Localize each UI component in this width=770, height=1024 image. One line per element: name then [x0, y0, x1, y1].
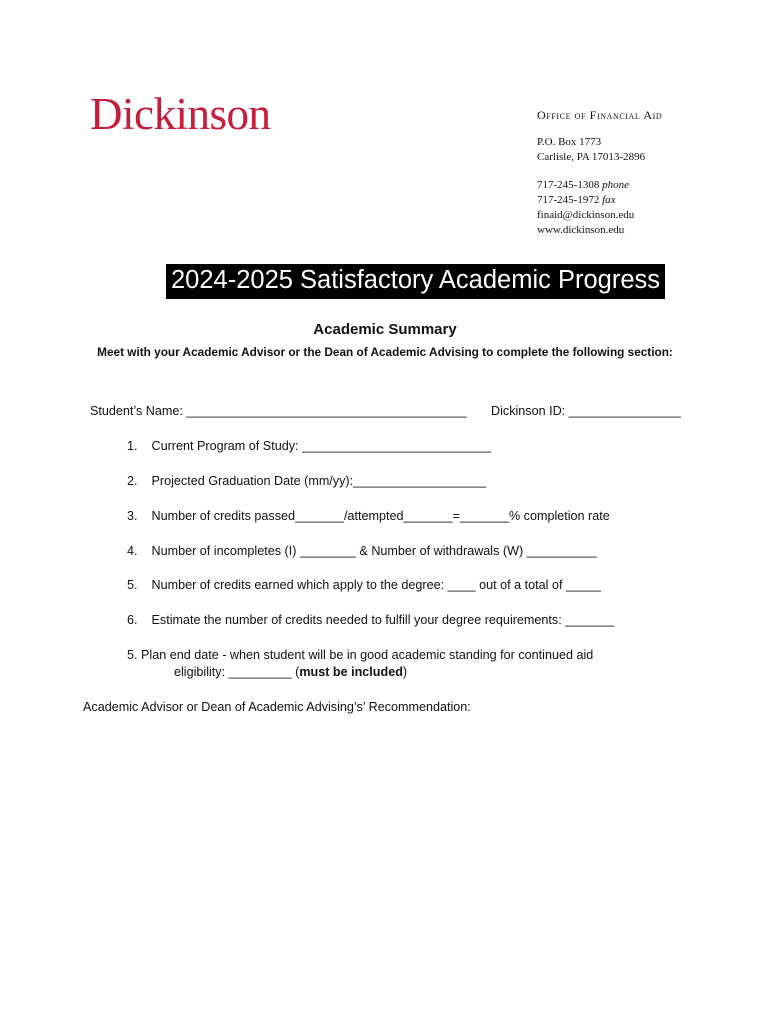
po-box: P.O. Box 1773	[537, 136, 602, 148]
item-text: Projected Graduation Date (mm/yy):___________________	[151, 474, 487, 488]
phone-line	[537, 180, 662, 195]
item-text: Current Program of Study: ___________________________	[151, 439, 492, 453]
list-item[interactable]	[127, 439, 491, 453]
recommendation-label: Academic Advisor or Dean of Academic Advising’s’ Recommendation:	[83, 700, 471, 714]
list-item[interactable]	[127, 509, 610, 523]
dickinson-logo: Dickinson	[90, 89, 271, 139]
fax-label: fax	[602, 194, 616, 206]
item-number: 4.	[127, 544, 138, 558]
dickinson-id-field[interactable]: Dickinson ID: ________________	[491, 404, 681, 418]
plan-eligibility-field[interactable]	[174, 665, 407, 679]
item-number: 5.	[127, 578, 138, 592]
phone-number: 717-245-1308	[537, 179, 600, 191]
item-number: 6.	[127, 613, 138, 627]
office-title: Office of Financial Aid	[537, 108, 663, 122]
plan-end-date-line: 5. Plan end date - when student will be in good academic standing for continued aid	[127, 648, 594, 662]
list-item[interactable]	[127, 578, 601, 592]
list-item[interactable]	[127, 613, 614, 627]
item-number: 2.	[127, 474, 138, 488]
fax-line	[537, 195, 662, 210]
plan-eligibility-prefix: eligibility: _________ (	[174, 665, 300, 679]
document-title: 2024-2025 Satisfactory Academic Progress	[166, 264, 665, 299]
item-text: Number of credits passed_______/attempted_______=_______% completion rate	[151, 509, 610, 523]
section-heading: Academic Summary	[313, 321, 457, 338]
item-number: 3.	[127, 509, 138, 523]
student-name-field[interactable]: Student’s Name: ________________________________________	[90, 404, 467, 418]
item-text: Number of incompletes (I) ________ & Number of withdrawals (W) __________	[151, 544, 597, 558]
item-text: Number of credits earned which apply to the degree: ____ out of a total of _____	[151, 578, 601, 592]
item-number: 1.	[127, 439, 138, 453]
plan-eligibility-suffix: )	[402, 665, 408, 679]
instruction-text: Meet with your Academic Advisor or the Dean of Academic Advising to complete the following section:	[97, 345, 673, 359]
office-address-block	[537, 109, 662, 240]
website-link[interactable]: www.dickinson.edu	[537, 224, 625, 236]
fax-number: 717-245-1972	[537, 194, 600, 206]
item-text: Estimate the number of credits needed to fulfill your degree requirements: _______	[151, 613, 615, 627]
city-line: Carlisle, PA 17013-2896	[537, 151, 646, 163]
phone-label: phone	[602, 179, 629, 191]
must-be-included-note: must be included	[299, 665, 403, 679]
email-link[interactable]: finaid@dickinson.edu	[537, 209, 635, 221]
list-item[interactable]	[127, 474, 486, 488]
list-item[interactable]	[127, 544, 597, 558]
